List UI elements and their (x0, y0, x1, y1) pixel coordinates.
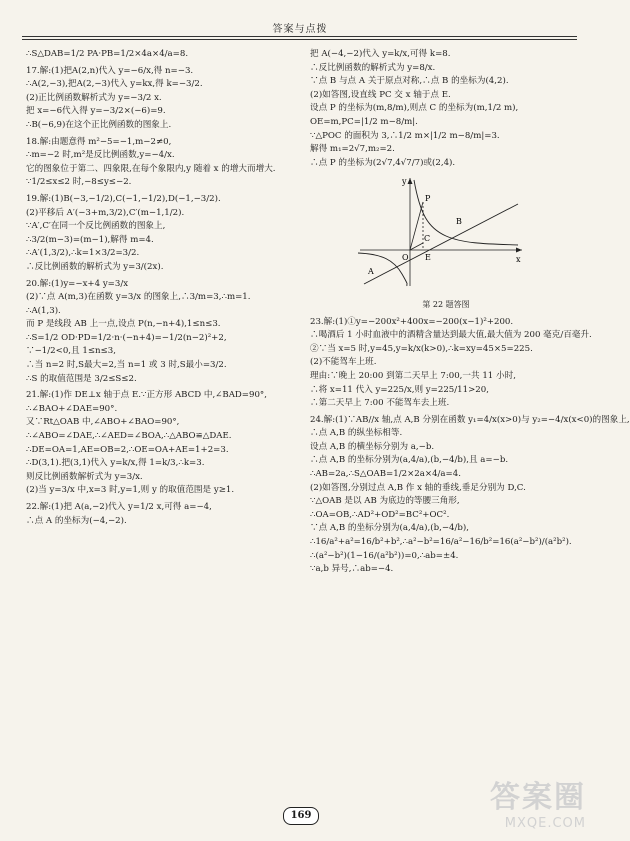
text-line: (2)如答图,分别过点 A,B 作 x 轴的垂线,垂足分别为 D,C. (310, 482, 526, 493)
text-line: 它的图象位于第二、四象限,在每个象限内,y 随着 x 的增大而增大. (26, 163, 276, 174)
hyperbola-branch-2 (358, 253, 407, 286)
text-line: 21.解:(1)作 DE⊥x 轴于点 E.∵正方形 ABCD 中,∠BAD=90°, (26, 390, 267, 401)
text-line: 又∵Rt△OAB 中,∠ABO+∠BAO=90°, (26, 417, 180, 428)
text-line: (2)不能驾车上班. (310, 357, 377, 368)
label-x: x (516, 255, 521, 265)
text-line: ∴反比例函数的解析式为 y=3/(2x). (26, 261, 164, 272)
text-line: ∵点 B 与点 A 关于原点对称,∴点 B 的坐标为(4,2). (310, 76, 509, 87)
text-line: ∴∠BAO+∠DAE=90°. (26, 403, 118, 414)
text-line: 24.解:(1)∵AB//x 轴,点 A,B 分别在函数 y₁=4/x(x>0)与 y₂=−4/x(x<0)的图象上, (310, 414, 630, 425)
text-line: ∴S△DAB=1/2 PA·PB=1/2×4a×4/a=8. (26, 49, 189, 59)
text-line: OE=m,PC=|1/2 m−8/m|. (310, 116, 418, 127)
label-C: C (424, 234, 431, 244)
watermark-title: 答案圈 (490, 780, 586, 815)
text-line: ∵点 A,B 的坐标分别为(a,4/a),(b,−4/b), (310, 523, 469, 534)
text-line: 设点 P 的坐标为(m,8/m),则点 C 的坐标为(m,1/2 m), (310, 103, 519, 114)
text-line: ∴点 A,B 的坐标分别为(a,4/a),(b,−4/b),且 a=−b. (310, 455, 509, 466)
text-line: ∴当 n=2 时,S最大=2,当 n=1 或 3 时,S最小=3/2. (26, 360, 227, 371)
label-y: y (402, 177, 407, 187)
text-line: (2)当 y=3/x 中,x=3 时,y=1,则 y 的取值范围是 y≥1. (26, 485, 235, 496)
page-number: 169 (283, 807, 319, 825)
text-line: ②∵当 x=5 时,y=45,y=k/x(k>0),∴k=xy=45×5=225. (310, 343, 533, 354)
watermark-url: MXQE.COM (504, 816, 586, 831)
text-line: ∴A(2,−3),把A(2,−3)代入 y=kx,得 k=−3/2. (26, 79, 203, 90)
text-line: 把 x=−6代入得 y=−3/2×(−6)=9. (26, 106, 166, 117)
label-E: E (425, 253, 431, 263)
text-line: ∴DE=OA=1,AE=OB=2,∴OE=OA+AE=1+2=3. (26, 444, 229, 455)
text-line: (2)正比例函数解析式为 y=−3/2 x. (26, 92, 162, 103)
text-line: (2)∵点 A(m,3)在函数 y=3/x 的图象上,∴3/m=3,∴m=1. (26, 292, 251, 303)
text-line: ∵a,b 异号,∴ab=−4. (310, 564, 394, 575)
label-A: A (368, 267, 374, 277)
text-line: 则反比例函数解析式为 y=3/x. (26, 471, 143, 482)
text-line: 23.解:(1)①y=−200x²+400x=−200(x−1)²+200. (310, 316, 514, 327)
text-line: 19.解:(1)B(−3,−1/2),C(−1,−1/2),D(−1,−3/2). (26, 193, 221, 204)
header-rule-2 (22, 39, 577, 40)
text-line: ∵1/2≤x≤2 时,−8≤y≤−2. (26, 177, 132, 188)
figure-caption: 第 22 题答图 (422, 299, 470, 309)
text-line: ∴S 的取值范围是 3/2≤S≤2. (26, 373, 137, 384)
label-O: O (402, 253, 409, 263)
text-line: ∴3/2(m−3)=(m−1),解得 m=4. (26, 234, 154, 245)
text-line: 22.解:(1)把 A(a,−2)代入 y=1/2 x,可得 a=−4, (26, 502, 212, 512)
text-line: 18.解:由题意得 m²−5=−1,m−2≠0, (26, 136, 172, 147)
header-rule (22, 36, 577, 37)
text-line: (2)平移后 A′(−3+m,3/2),C′(m−1,1/2). (26, 207, 185, 218)
text-line: ∴A(1,3). (26, 305, 61, 316)
right-column (310, 48, 630, 577)
text-line: 解得 m₁=2√7,m₂=2. (310, 144, 395, 155)
text-line: ∴点 A,B 的纵坐标相等. (310, 428, 403, 439)
text-line: ∴点 A 的坐标为(−4,−2). (26, 515, 127, 526)
text-line: ∵A′,C′在同一个反比例函数的图象上, (26, 221, 166, 232)
page-header-title: 答案与点拨 (272, 24, 328, 35)
text-line: ∴D(3,1).把(3,1)代入 y=k/x,得 1=k/3,∴k=3. (26, 458, 205, 469)
text-line: (2)如答图,设直线 PC 交 x 轴于点 E. (310, 89, 451, 100)
text-line: 而 P 是线段 AB 上一点,设点 P(n,−n+4),1≤n≤3. (26, 319, 221, 330)
text-line: ∵△OAB 是以 AB 为底边的等腰三角形, (310, 496, 460, 507)
text-line: ∴点 P 的坐标为(2√7,4√7/7)或(2,4). (310, 157, 456, 168)
text-line: ∴B(−6,9)在这个正比例函数的图象上. (26, 119, 172, 130)
q22-answer-figure (350, 174, 530, 290)
text-line: ∴A′(1,3/2),∴k=1×3/2=3/2. (26, 248, 140, 259)
text-line: 把 A(−4,−2)代入 y=k/x,可得 k=8. (310, 49, 451, 59)
text-line: ∴喝酒后 1 小时血液中的酒精含量达到最大值,最大值为 200 毫克/百毫升. (310, 330, 592, 341)
text-line: ∴反比例函数的解析式为 y=8/x. (310, 62, 436, 73)
text-line: ∴∠ABO=∠DAE,∴∠AED=∠BOA,∴△ABO≌△DAE. (26, 431, 232, 442)
text-line: ∴m=−2 时,m²是反比例函数,y=−4/x. (26, 150, 175, 161)
watermark (490, 772, 586, 831)
text-line: ∵−1/2<0,且 1≤n≤3, (26, 346, 116, 357)
text-line: 设点 A,B 的横坐标分别为 a,−b. (310, 441, 435, 452)
text-line: 理由:∵晚上 20:00 到第二天早上 7:00,一共 11 小时, (310, 370, 516, 381)
text-line: ∴AB=2a,∴S△OAB=1/2×2a×4/a=4. (310, 469, 461, 480)
text-line: ∴S=1/2 OD·PD=1/2·n·(−n+4)=−1/2(n−2)²+2, (26, 332, 227, 343)
left-column (26, 48, 296, 528)
text-line: 20.解:(1)y=−x+4 y=3/x (26, 278, 129, 289)
text-line: ∵△POC 的面积为 3,∴1/2 m×|1/2 m−8/m|=3. (310, 130, 500, 141)
text-line: ∴(a²−b²)(1−16/(a²b²))=0,∴ab=±4. (310, 550, 459, 561)
text-line: ∴16/a²+a²=16/b²+b²,∴a²−b²=16/a²−16/b²=16(a²−b²)/(a²b²). (310, 537, 572, 548)
text-line: ∴OA=OB,∴AD²+OD²=BC²+OC². (310, 509, 450, 520)
text-line: 17.解:(1)把A(2,n)代入 y=−6/x,得 n=−3. (26, 65, 194, 76)
label-B: B (456, 217, 462, 227)
x-axis-arrow (516, 248, 522, 253)
label-P: P (425, 194, 431, 204)
text-line: ∴将 x=11 代入 y=225/x,则 y=225/11>20, (310, 384, 489, 395)
segment-OP (410, 202, 423, 250)
text-line: ∴第二天早上 7:00 不能驾车去上班. (310, 398, 450, 409)
y-axis-arrow (408, 178, 413, 184)
